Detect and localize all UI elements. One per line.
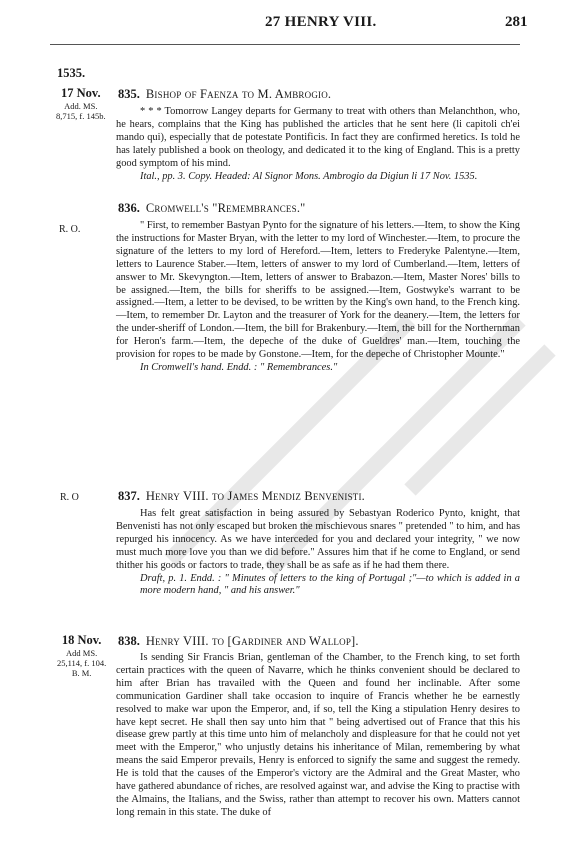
entry-date: 18 Nov. [61, 633, 102, 647]
year-label: 1535. [57, 66, 86, 80]
entry-date: 17 Nov. [61, 86, 101, 100]
manuscript-ref: B. M. [71, 668, 92, 678]
entry-note: Draft, p. 1. Endd. : " Minutes of letters to the king of Portugal ;"—to which is added in a more modern hand, " and his answer." [140, 572, 520, 597]
entry-paragraph: Is sending Sir Francis Brian, gentleman of the Chamber, to the French king, to set forth certain practices with the queen of Navarre, which he thinks convenient should be declared to him after Brian has travailed with the Queen and found her inclinable. After some communication Gardiner shall take occasion to inquire of Francis whether he be earnestly resolved to make war upon the Emperor, and, if so, tell the King a stipulation Henry desires to have kept secret. He shall then say unto him that " being advertised out of France that this his disease grew partly at this time unto him of melancholy and displeasure for that he could not yet meet with the Emperor," who unjustly detains his inheritance of Milan, remembering by what means the said Emperor prevails, Henry is enforced to signify the same and suggest the remedy. He is told that the causes of the Emperor's victory are the Admiral and the Great Master, who have gathered abundance of riches, are resolved against war, and advise the King to practise with the Almains, the Italians, and the Swiss, rather than attempt to recover his own. Matters cannot long remain in this state. The duke of [116, 652, 520, 818]
manuscript-ref: 25,114, f. 104. [57, 658, 107, 668]
entry-836-margin [59, 225, 80, 235]
entry-heading: Cromwell's "Remembrances." [145, 201, 306, 215]
entry-number: 835. [118, 87, 140, 101]
manuscript-ref: R. O. [59, 224, 81, 235]
entry-note: In Cromwell's hand. Endd. : " Remembrances." [140, 361, 338, 373]
entry-836-title [118, 201, 305, 216]
manuscript-ref: 8,715, f. 145b. [56, 111, 106, 121]
entry-837-body [116, 508, 520, 598]
entry-paragraph: Has felt great satisfaction in being assured by Sebastyan Roderico Pynto, knight, that Benvenisti has not only escaped but broken the mischievous snares " pretended " to him, and has repurged his innocency. As we have interceded for you and declared your integrity, " we now must much more love you than we did before." Assures him that if he come to England, or send thither his goods or factors to trade, they shall be as safe as if he had them there. [116, 508, 520, 571]
entry-835-margin [56, 86, 106, 121]
entry-838-margin [57, 633, 106, 678]
entry-836-body [116, 220, 520, 375]
manuscript-ref: Add MS. [66, 648, 98, 658]
entry-number: 837. [118, 489, 140, 503]
entry-835-title [118, 87, 331, 102]
entry-heading: Henry VIII. to James Mendiz Benvenisti. [145, 489, 366, 503]
page-header [0, 0, 567, 40]
header-rule [50, 44, 520, 45]
entry-paragraph: * * * Tomorrow Langey departs for Germany to treat with others than Melanchthon, who, he hears, complains that the King has published the articles that he sent here (li capitoli ch'ei mando qui), especially that de potestate Pontificis. In fact they are confirmed heretics. Is told he has lately published a book on theology, and dedicated it to the king of England. This is a pretty good symptom of his mind. [116, 106, 520, 169]
entry-heading: Henry VIII. to [Gardiner and Wallop]. [145, 634, 359, 648]
entry-note: Ital., pp. 3. Copy. Headed: Al Signor Mons. Ambrogio da Digiun li 17 Nov. 1535. [140, 170, 478, 182]
manuscript-ref: Add. MS. [64, 101, 98, 111]
entry-paragraph: " First, to remember Bastyan Pynto for the signature of his letters.—Item, to show the King the instructions for Master Bryan, with the letter to my lord of Winchester.—Item, to procure the signature of the letters to my lord of Hereford.—Item, letters to Frederyke Palentyne.—Item, letters to Laurence Staber.—Item, letters of answer to my lord of Cumberland.—Item, letters of answer to Mr. Skevyngton.—Item, letters of answer to Brabazon.—Item, Master Nores' bills to be assigned.—Item, the bills for sheriffs to be assigned.—Item, Gostwyke's warrant to be assigned.—Item, a letter to be devised, to be written by the King's own hand, to the French king.—Item, to remember Dr. Layton and the treasurer of York for the deanery.—Item, the letters for the under-sheriff of London.—Item, the bill for Brakenbury.—Item, the bill for the Northernman for Heron's farm.—Item, the depeche of the duke of Gueldres' man.—Item, touching the provision for ropes to be made by Gonstone.—Item, for the depeche of Christopher Mounte." [116, 220, 520, 361]
page-number: 281 [505, 14, 528, 30]
entry-837-margin [60, 493, 79, 503]
entry-number: 836. [118, 201, 140, 215]
running-title: 27 HENRY VIII. [265, 14, 377, 30]
entry-835-body [116, 106, 520, 183]
entry-837-title [118, 489, 365, 504]
manuscript-ref: R. O [60, 492, 79, 503]
entry-number: 838. [118, 634, 140, 648]
entry-heading: Bishop of Faenza to M. Ambrogio. [145, 87, 332, 101]
entry-838-body [116, 652, 520, 820]
entry-838-title [118, 634, 359, 649]
